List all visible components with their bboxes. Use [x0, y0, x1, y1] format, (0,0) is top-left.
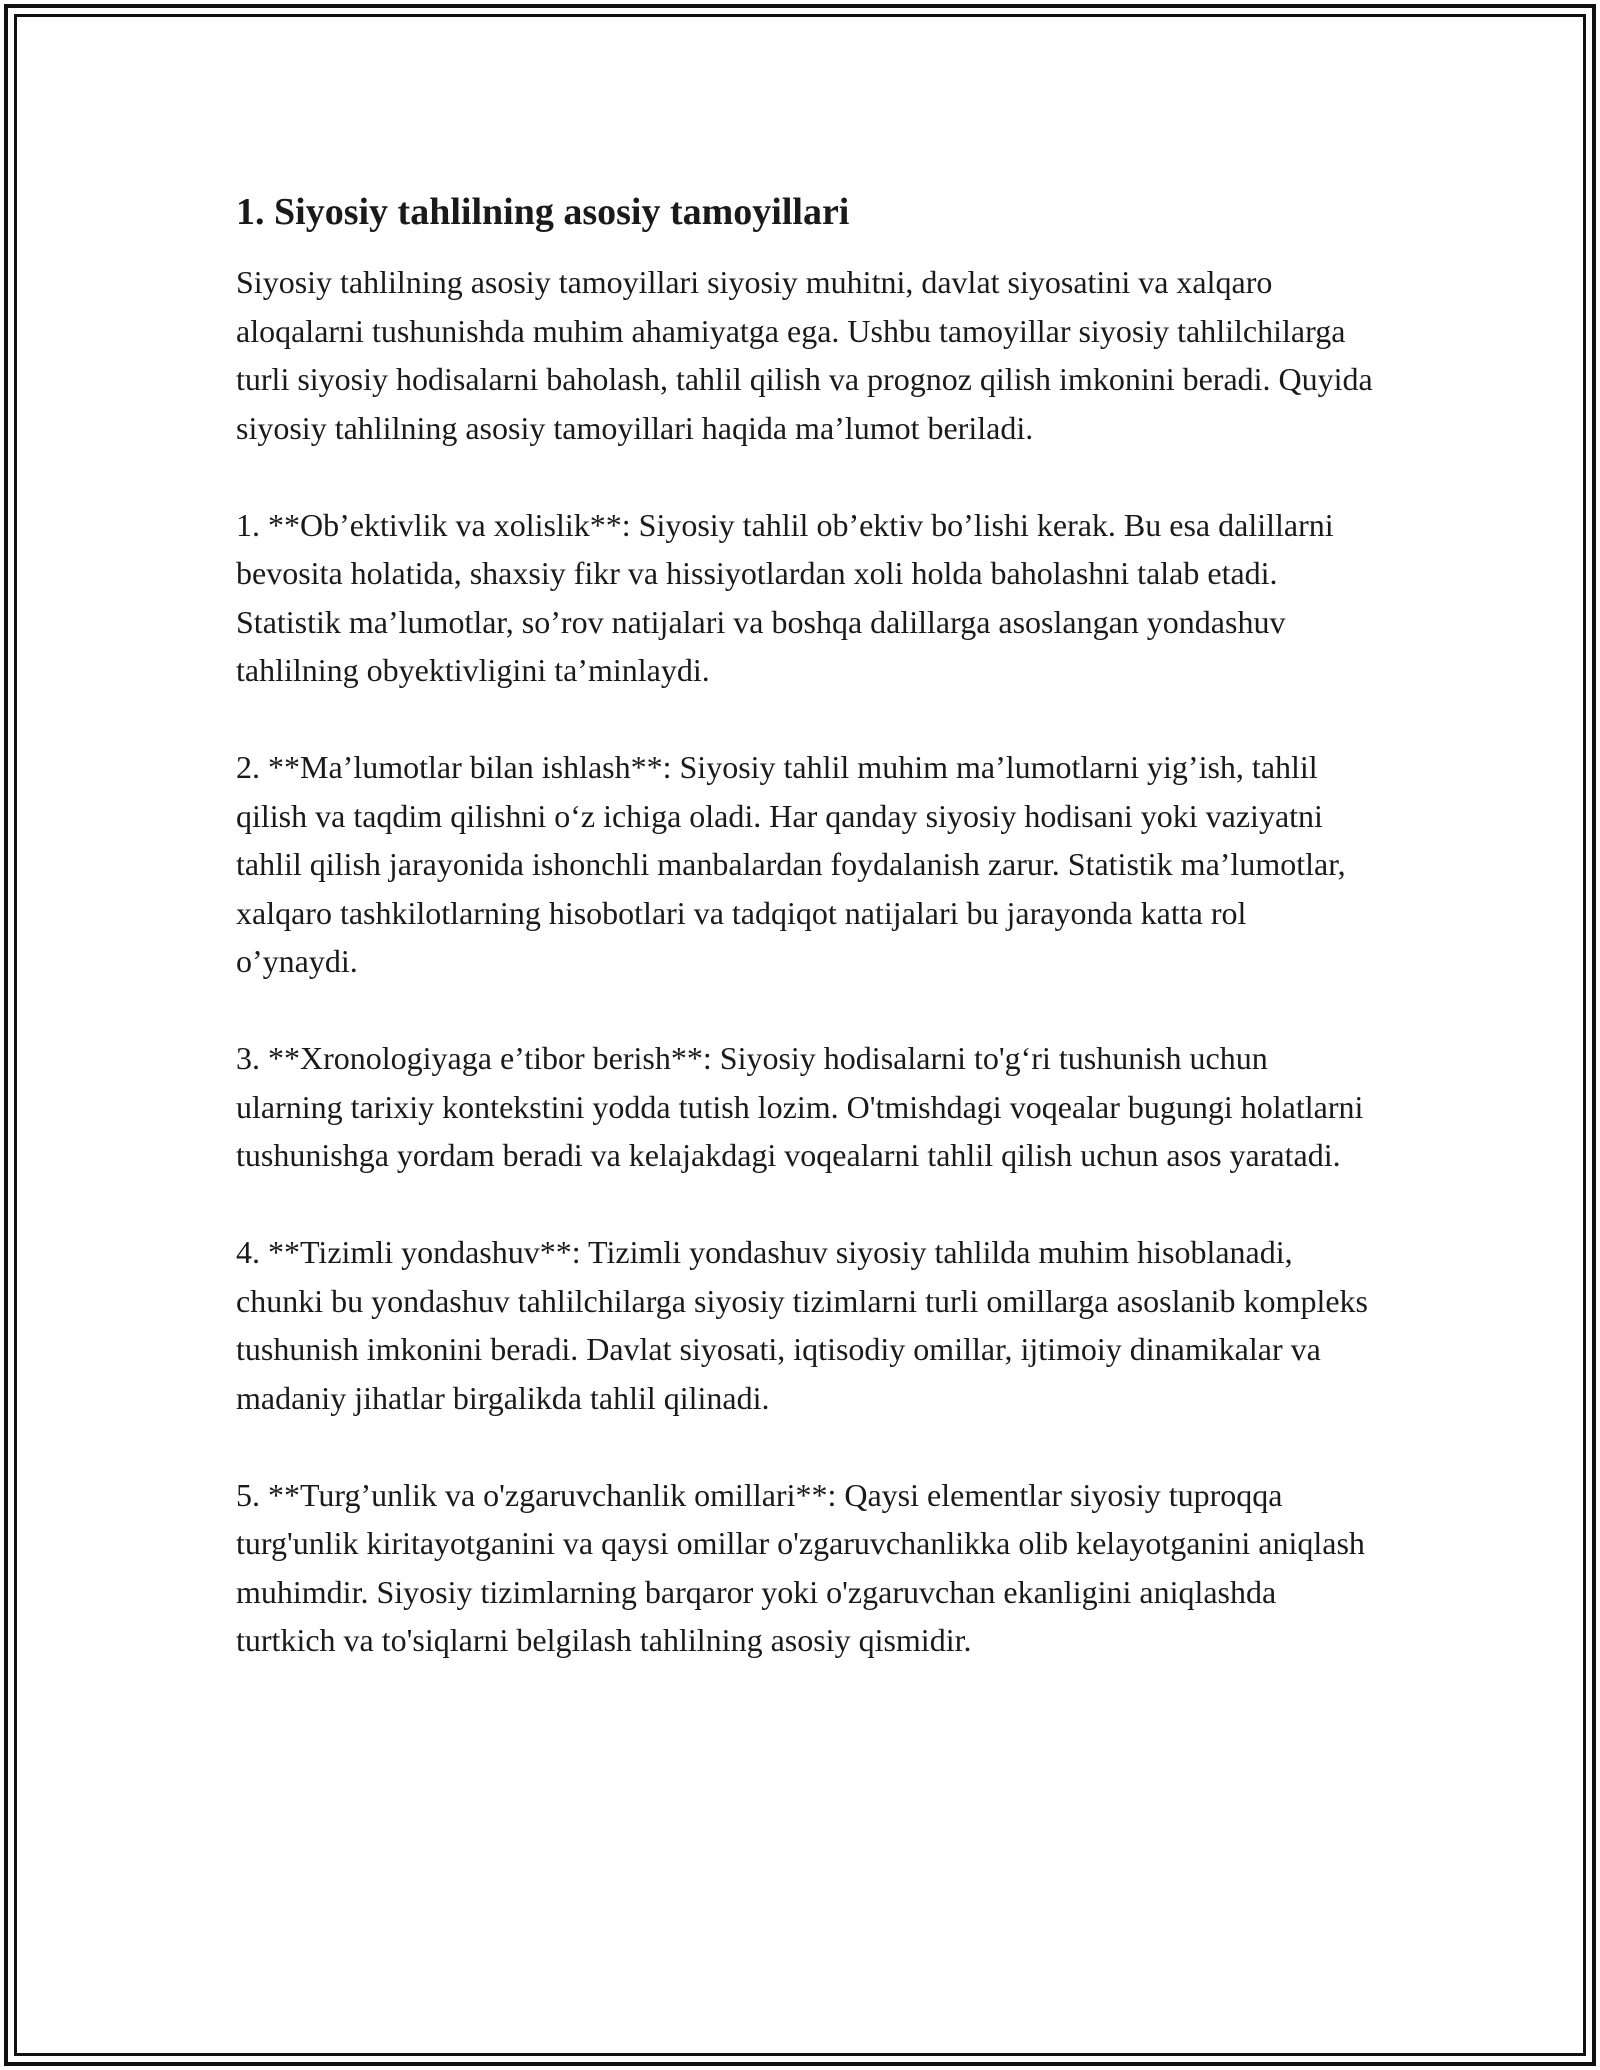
section-heading: 1. Siyosiy tahlilning asosiy tamoyillari: [236, 191, 850, 233]
principle-stability-paragraph: 5. **Turg’unlik va o'zgaruvchanlik omillari**: Qaysi elementlar siyosiy tuproqqa turg'unlik kiritayotganini va qaysi omillar o'zgaruvchanlikka olib kelayotganini aniqlash muhimdir. Siyosiy tizimlarning barqaror yoki o'zgaruvchan ekanligini aniqlashda turtkich va to'siqlarni belgilash tahlilning asosiy qismidir.: [236, 1476, 1365, 1658]
principle-objectivity-paragraph: 1. **Ob’ektivlik va xolislik**: Siyosiy tahlil ob’ektiv bo’lishi kerak. Bu esa dalillarni bevosita holatida, shaxsiy fikr va hissiyotlardan xoli holda baholashni talab etadi. Statistik ma’lumotlar, so’rov natijalari va boshqa dalillarga asoslangan yondashuv tahlilning obyektivligini ta’minlaydi.: [236, 506, 1334, 688]
principle-systemic-paragraph: 4. **Tizimli yondashuv**: Tizimli yondashuv siyosiy tahlilda muhim hisoblanadi, chunki bu yondashuv tahlilchilarga siyosiy tizimlarni turli omillarga asoslanib kompleks tushunish imkonini beradi. Davlat siyosati, iqtisodiy omillar, ijtimoiy dinamikalar va madaniy jihatlar birgalikda tahlil qilinadi.: [236, 1234, 1368, 1416]
principle-data-paragraph: 2. **Ma’lumotlar bilan ishlash**: Siyosiy tahlil muhim ma’lumotlarni yig’ish, tahlil qilish va taqdim qilishni o‘z ichiga oladi. Har qanday siyosiy hodisani yoki vaziyatni tahlil qilish jarayonida ishonchli manbalardan foydalanish zarur. Statistik ma’lumotlar, xalqaro tashkilotlarning hisobotlari va tadqiqot natijalari bu jarayonda katta rol o’ynaydi.: [236, 749, 1346, 979]
intro-paragraph: Siyosiy tahlilning asosiy tamoyillari siyosiy muhitni, davlat siyosatini va xalqaro aloqalarni tushunishda muhim ahamiyatga ega. Ushbu tamoyillar siyosiy tahlilchilarga turli siyosiy hodisalarni baholash, tahlil qilish va prognoz qilish imkonini beradi. Quyida siyosiy tahlilning asosiy tamoyillari haqida ma’lumot beriladi.: [236, 264, 1373, 446]
principle-chronology-paragraph: 3. **Xronologiyaga e’tibor berish**: Siyosiy hodisalarni to'g‘ri tushunish uchun ularning tarixiy kontekstini yodda tutish lozim. O'tmishdagi voqealar bugungi holatlarni tushunishga yordam beradi va kelajakdagi voqealarni tahlil qilish uchun asos yaratadi.: [236, 1040, 1364, 1173]
document-body: [236, 188, 1376, 1713]
